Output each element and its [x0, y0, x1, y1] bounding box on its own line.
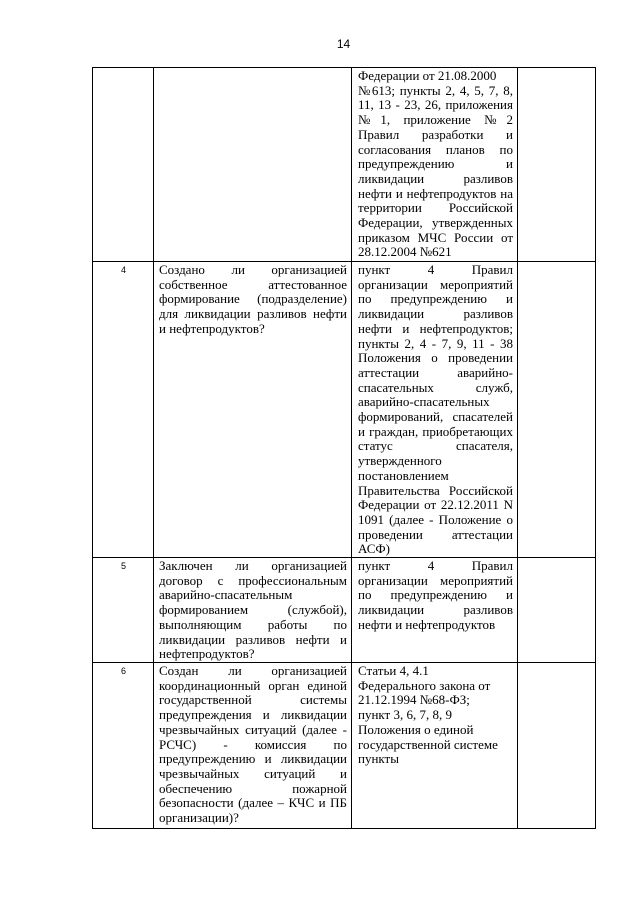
- table-row: [93, 558, 596, 663]
- requirements-text: Федерации от 21.08.2000 №613; пункты 2, 4, 5, 7, 8, 11, 13 - 23, 26, приложения №1, приложение №2 Правил разработки и согласования планов по предупреждению и ликвидации разливов нефти и нефтепродуктов на территории Российской Федерации, утвержденных приказом МЧС России от 28.12.2004 №621: [358, 68, 513, 260]
- checklist-table: [92, 67, 596, 829]
- requirements-text: пункт 4 Правил организации мероприятий по предупреждению и ликвидации разливов нефти и нефтепродуктов: [358, 558, 513, 632]
- question-cell: [154, 662, 352, 828]
- row-number-cell: [93, 68, 154, 262]
- note-cell: [518, 662, 596, 828]
- question-cell: [154, 262, 352, 558]
- row-number: 6: [120, 665, 126, 676]
- question-text: Заключен ли организацией договор с профессиональным аварийно-спасательным формированием (службой), выполняющим работы по ликвидации разливов нефти и нефтепродуктов?: [159, 558, 347, 662]
- table-row: [93, 662, 596, 828]
- note-cell: [518, 262, 596, 558]
- question-cell: [154, 68, 352, 262]
- page-number: 14: [336, 37, 351, 51]
- row-number-cell: [93, 662, 154, 828]
- requirements-text: Статьи 4, 4.1 Федерального закона от 21.12.1994 №68-ФЗ; пункт 3, 6, 7, 8, 9 Положения о единой государственной системе пункты: [358, 662, 498, 767]
- requirements-cell: [352, 68, 518, 262]
- row-number-cell: [93, 262, 154, 558]
- question-text: Создан ли организацией координационный орган единой государственной системы предупреждения и ликвидации чрезвычайных ситуаций (далее - РСЧС) - комиссия по предупреждению и ликвидации чрезвычайных ситуаций и обеспечению пожарной безопасности (далее – КЧС и ПБ организации)?: [159, 662, 347, 826]
- requirements-cell: [352, 262, 518, 558]
- note-cell: [518, 68, 596, 262]
- question-cell: [154, 558, 352, 663]
- requirements-text: пункт 4 Правил организации мероприятий по предупреждению и ликвидации разливов нефти и нефтепродуктов; пункты 2, 4 - 7, 9, 11 - 38 Положения о проведении аттестации аварийно-спасательных служб, аварийно-спасательных формирований, спасателей и граждан, приобретающих статус спасателя, утвержденного постановлением Правительства Российской Федерации от 22.12.2011 N 1091 (далее - Положение о проведении аттестации АСФ): [358, 262, 513, 557]
- note-cell: [518, 558, 596, 663]
- question-text: Создано ли организацией собственное аттестованное формирование (подразделение) для ликвидации разливов нефти и нефтепродуктов?: [159, 262, 347, 336]
- requirements-cell: [352, 662, 518, 828]
- row-number-cell: [93, 558, 154, 663]
- table-row: [93, 68, 596, 262]
- row-number: 4: [120, 265, 126, 275]
- table-row: [93, 262, 596, 558]
- row-number: 5: [120, 561, 126, 572]
- requirements-cell: [352, 558, 518, 663]
